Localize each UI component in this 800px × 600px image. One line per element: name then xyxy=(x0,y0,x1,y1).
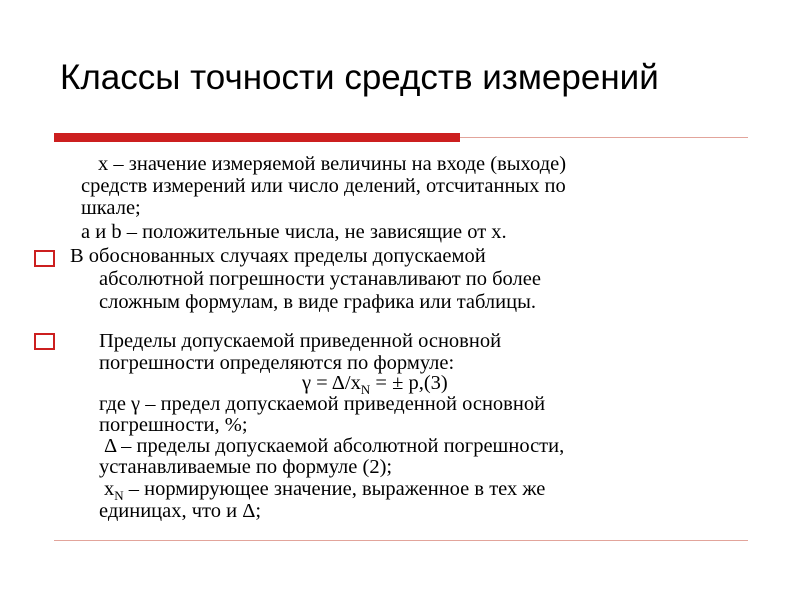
slide-title: Классы точности средств измерений xyxy=(60,58,659,97)
formula-pre: γ = Δ/x xyxy=(302,372,361,394)
text-line-13: Δ – пределы допускаемой абсолютной погрешности, xyxy=(104,435,565,457)
text-line-8: Пределы допускаемой приведенной основной xyxy=(99,330,502,352)
text-line-4: a и b – положительные числа, не зависящие от x. xyxy=(81,221,507,243)
text-line-15 xyxy=(104,478,546,504)
xn-subscript: N xyxy=(114,488,124,504)
text-line-7: сложным формулам, в виде графика или таблицы. xyxy=(99,291,537,313)
text-line-6: абсолютной погрешности устанавливают по более xyxy=(99,268,541,290)
text-line-3: шкале; xyxy=(81,197,141,219)
text-line-14: устанавливаемые по формуле (2); xyxy=(99,456,393,478)
bottom-rule xyxy=(54,540,748,541)
text-line-2: средств измерений или число делений, отсчитанных по xyxy=(81,175,566,197)
bullet-square-icon-1 xyxy=(34,250,55,267)
formula-post: = ± p,(3) xyxy=(370,372,448,394)
text-line-16: единицах, что и Δ; xyxy=(99,500,262,522)
bullet-square-icon-2 xyxy=(34,333,55,350)
formula-line xyxy=(302,372,448,398)
title-rule-accent xyxy=(54,133,460,142)
text-line-9: погрешности определяются по формуле: xyxy=(99,352,455,374)
xn-description: – нормирующее значение, выраженное в тех же xyxy=(123,478,546,500)
text-line-1: x – значение измеряемой величины на входе (выходе) xyxy=(98,153,567,175)
text-line-11: где γ – предел допускаемой приведенной основной xyxy=(99,393,546,415)
text-line-5: В обоснованных случаях пределы допускаемой xyxy=(70,245,486,267)
text-line-12: погрешности, %; xyxy=(99,414,248,436)
xn-symbol: x xyxy=(104,478,115,500)
formula-subscript: N xyxy=(360,382,371,398)
